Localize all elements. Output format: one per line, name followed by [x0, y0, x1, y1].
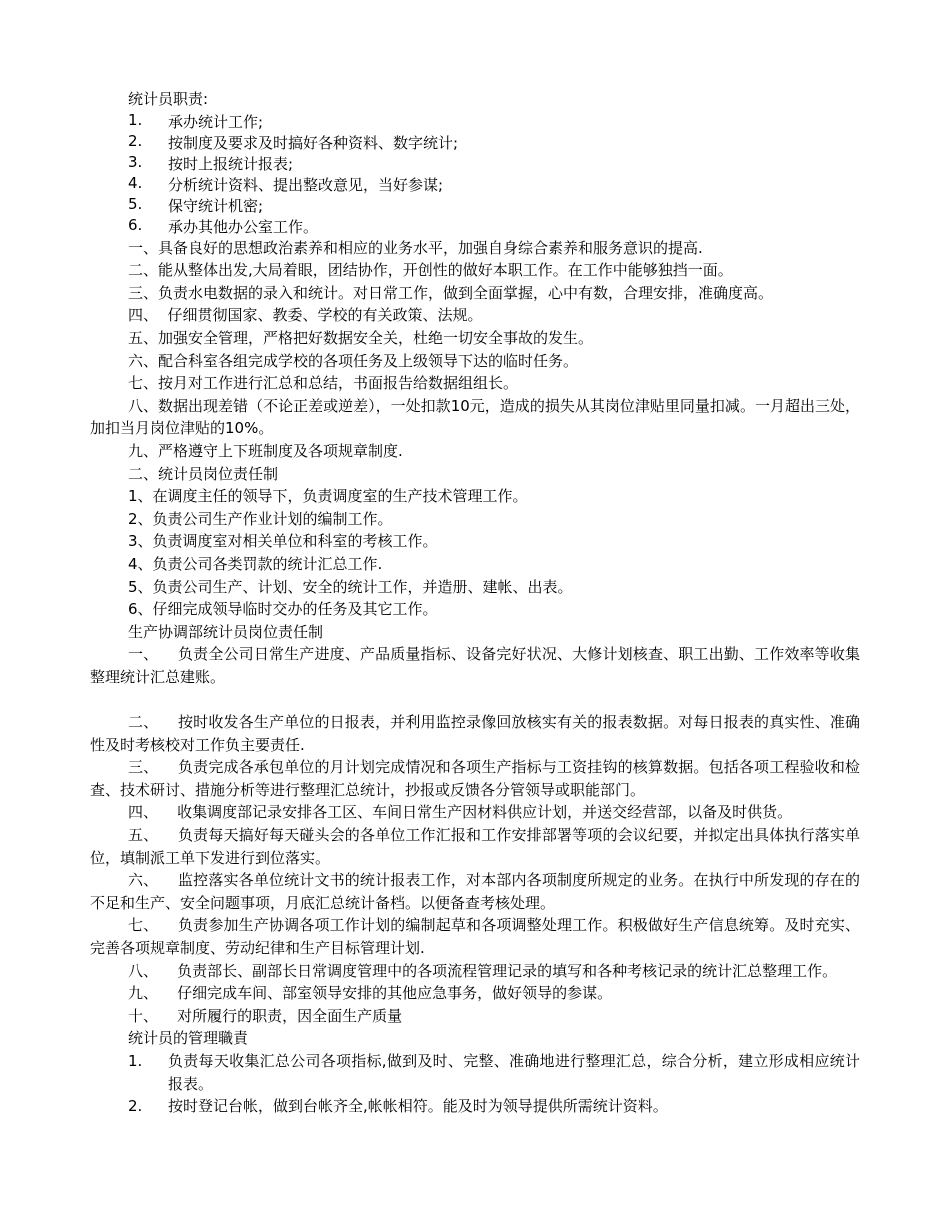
duty-text: 承办其他办公室工作。 — [168, 217, 319, 236]
management-item — [90, 1095, 860, 1118]
coordination-item: 三、 负责完成各承包单位的月计划完成情况和各项生产指标与工资挂钩的核算数据。包括各项工程验收和检查、技术研讨、措施分析等进行整理汇总统计，抄报或反馈各分管领导或职能部门。 — [90, 758, 860, 799]
duty-item — [90, 195, 860, 216]
duty-number: 5. — [128, 194, 143, 213]
coordination-item: 四、 收集调度部记录安排各工区、车间日常生产因材料供应计划，并送交经营部，以备及时供货。 — [128, 803, 793, 822]
requirement-item: 五、加强安全管理，严格把好数据安全关，杜绝一切安全事故的发生。 — [128, 328, 594, 347]
doc-title: 统计员职责: — [128, 90, 209, 108]
duty-item — [90, 111, 860, 132]
requirement-item: 四、 仔细贯彻国家、教委、学校的有关政策、法规。 — [128, 306, 483, 325]
coordination-item: 八、 负责部长、副部长日常调度管理中的各项流程管理记录的填写和各种考核记录的统计汇总整理工作。 — [128, 961, 838, 980]
requirement-item: 七、按月对工作进行汇总和总结，书面报告给数据组组长。 — [128, 374, 519, 393]
responsibility-item: 5、负责公司生产、计划、安全的统计工作，并造册、建帐、出表。 — [128, 577, 573, 596]
requirement-item: 二、能从整体出发,大局着眼，团结协作，开创性的做好本职工作。在工作中能够独挡一面。 — [128, 261, 733, 280]
duty-number: 3. — [128, 152, 143, 171]
coordination-item: 五、 负责每天搞好每天碰头会的各单位工作汇报和工作安排部署等项的会议纪要，并拟定出具体执行落实单位，填制派工单下发进行到位落实。 — [90, 826, 860, 867]
duty-item — [90, 153, 860, 174]
duty-number: 4. — [128, 173, 143, 192]
section-heading: 统计员的管理職責 — [128, 1029, 249, 1048]
coordination-item: 九、 仔细完成车间、部室领导安排的其他应急事务，做好领导的参谋。 — [128, 984, 613, 1003]
requirement-item: 八、数据出现差错（不论正差或逆差），一处扣款10元，造成的损失从其岗位津贴里同量扣减。一月超出三处，加扣当月岗位津贴的10%。 — [90, 396, 860, 438]
duty-number: 6. — [128, 215, 143, 234]
responsibility-item: 4、负责公司各类罚款的统计汇总工作. — [128, 554, 383, 573]
duty-text: 保守统计机密; — [168, 196, 264, 215]
section-heading: 二、统计员岗位责任制 — [128, 464, 279, 483]
duty-number: 2. — [128, 131, 143, 150]
blank-line — [90, 688, 860, 711]
duty-number: 1. — [128, 110, 143, 129]
duty-item — [90, 174, 860, 195]
coordination-item: 一、 负责全公司日常生产进度、产品质量指标、设备完好状况、大修计划核查、职工出勤、工作效率等收集整理统计汇总建账。 — [90, 645, 860, 686]
duty-text: 按时上报统计报表; — [168, 154, 294, 173]
management-number: 2. — [128, 1097, 143, 1116]
requirement-item: 九、严格遵守上下班制度及各项规章制度. — [128, 441, 403, 460]
management-text: 负责每天收集汇总公司各项指标,做到及时、完整、准确地进行整理汇总，综合分析，建立形成相应统计报表。 — [168, 1051, 860, 1093]
management-item — [90, 1050, 860, 1095]
coordination-item: 六、 监控落实各单位统计文书的统计报表工作，对本部内各项制度所规定的业务。在执行中所发现的存在的不足和生产、安全问题事项，月底汇总统计备档。以便备查考核处理。 — [90, 871, 860, 912]
requirement-item: 三、负责水电数据的录入和统计。对日常工作，做到全面掌握，心中有数，合理安排，准确度高。 — [128, 283, 774, 302]
responsibility-item: 3、负责调度室对相关单位和科室的考核工作。 — [128, 532, 438, 551]
coordination-item: 二、 按时收发各生产单位的日报表，并利用监控录像回放核实有关的报表数据。对每日报表的真实性、准确性及时考核校对工作负主要责任. — [90, 713, 860, 754]
duty-item — [90, 132, 860, 153]
duty-text: 分析统计资料、提出整改意见，当好参谋; — [168, 175, 444, 194]
responsibility-item: 1、在调度主任的领导下，负责调度室的生产技术管理工作。 — [128, 487, 528, 506]
coordination-item: 七、 负责参加生产协调各项工作计划的编制起草和各项调整处理工作。积极做好生产信息统筹。及时充实、完善各项规章制度、劳动纪律和生产目标管理计划. — [90, 916, 860, 957]
section-heading: 生产协调部统计员岗位责任制 — [128, 622, 324, 641]
requirement-item: 一、具备良好的思想政治素养和相应的业务水平，加强自身综合素养和服务意识的提高. — [128, 238, 703, 257]
requirement-item: 六、配合科室各组完成学校的各项任务及上级领导下达的临时任务。 — [128, 351, 579, 370]
coordination-item: 十、 对所履行的职责，因全面生产质量 — [128, 1006, 403, 1025]
responsibility-item: 6、仔细完成领导临时交办的任务及其它工作。 — [128, 600, 438, 619]
management-text: 按时登记台帐，做到台帐齐全,帐帐相符。能及时为领导提供所需统计资料。 — [168, 1097, 668, 1116]
duty-text: 按制度及要求及时搞好各种资料、数字统计; — [168, 133, 459, 152]
duty-text: 承办统计工作; — [168, 112, 264, 131]
duty-item — [90, 216, 860, 237]
management-number: 1. — [128, 1051, 143, 1070]
responsibility-item: 2、负责公司生产作业计划的编制工作。 — [128, 509, 393, 528]
